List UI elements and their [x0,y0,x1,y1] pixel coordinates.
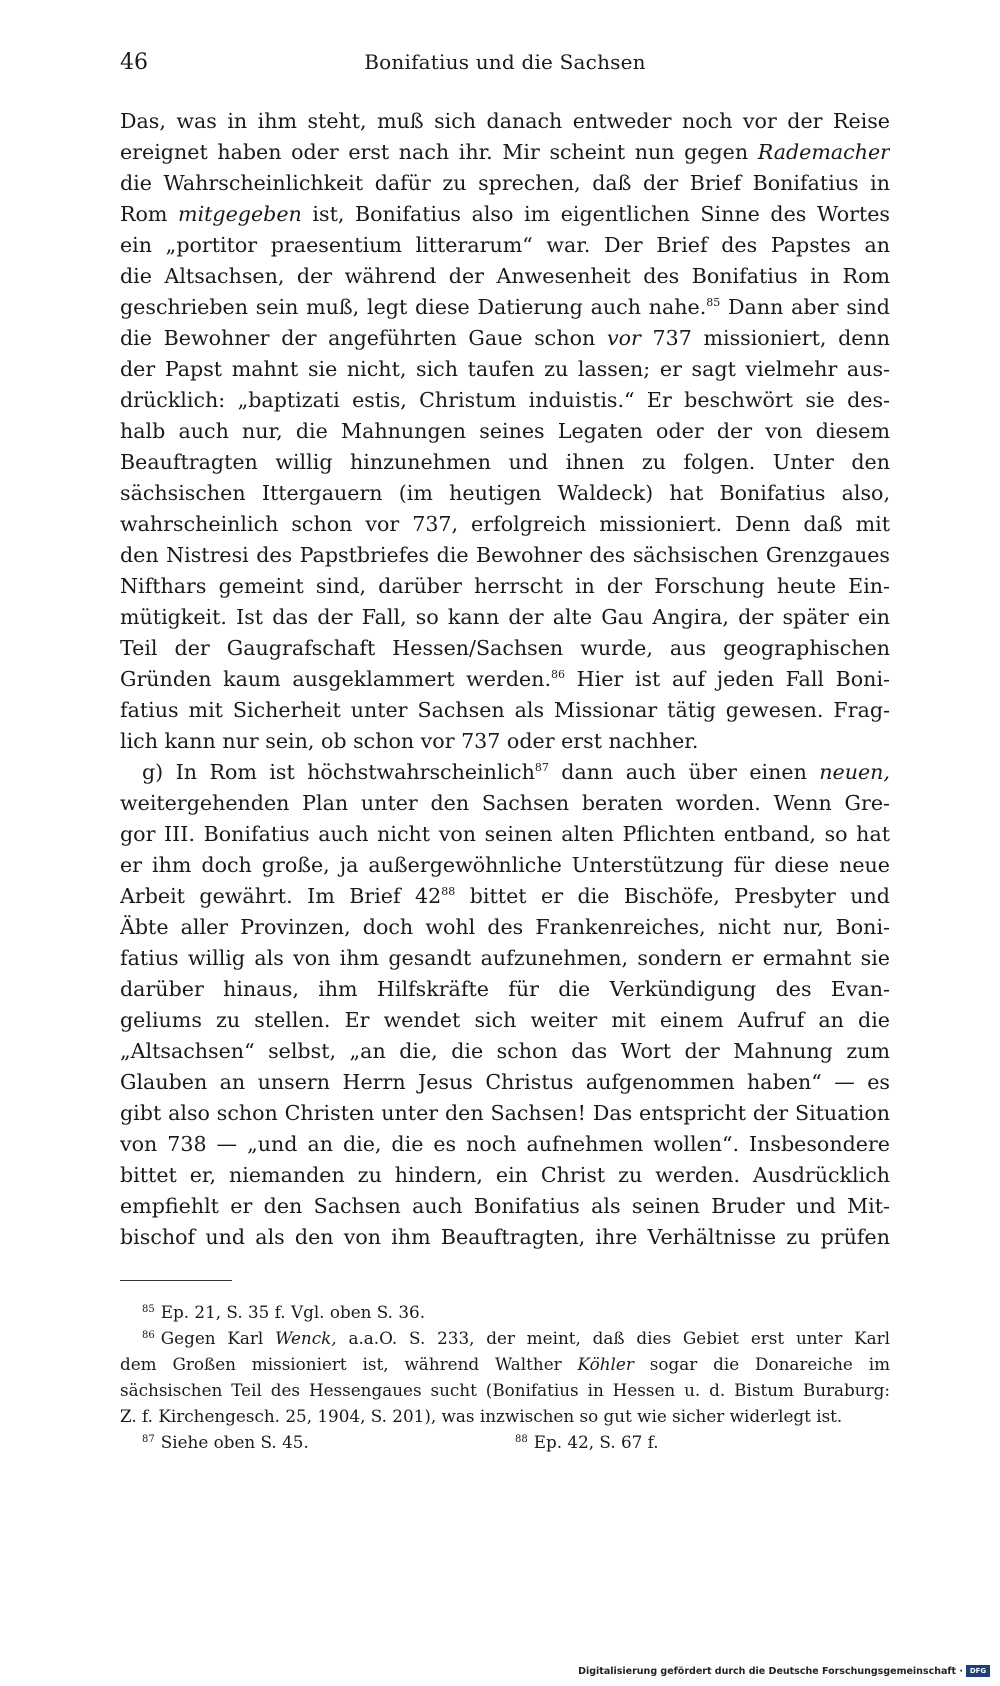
running-title: Bonifatius und die Sachsen [364,50,646,74]
text-line [120,323,890,354]
text-run: weitergehenden Plan unter den Sachsen beraten worden. Wenn Gre- [120,791,890,815]
text-run: sogar die Donareiche im [633,1354,890,1374]
footnote-85 [120,1299,890,1325]
text-line [120,354,890,385]
text-run: die Wahrscheinlichkeit dafür zu sprechen, daß der Brief Bonifatius in [120,171,890,195]
page-number: 46 [120,50,148,75]
footnote-86 [120,1325,890,1429]
footnote-mark: 88 [515,1434,528,1445]
footer-text: Digitalisierung gefördert durch die Deutsche Forschungsgemeinschaft · [578,1665,963,1677]
text-line [120,1191,890,1222]
text-run: bittet er, niemanden zu hindern, ein Christ zu werden. Ausdrücklich [120,1163,890,1187]
footnote-line [120,1325,890,1351]
emphasized-text: mitgegeben [178,202,302,226]
text-run: ist, Bonifatius also im eigentlichen Sinne des Wortes [301,202,890,226]
text-run: sächsischen Teil des Hessengaues sucht (Bonifatius in Hessen u. d. Bistum Buraburg: [120,1380,890,1400]
footnote-mark: 87 [142,1434,155,1445]
text-run: Gegen Karl [160,1328,276,1348]
footnote-separator [120,1280,232,1281]
footnotes [120,1299,890,1455]
emphasized-text: Wenck, [275,1328,337,1348]
text-line [120,447,890,478]
text-line [120,1160,890,1191]
text-line [120,1129,890,1160]
text-line [120,726,890,757]
text-line [120,788,890,819]
text-line [120,261,890,292]
text-line [120,199,890,230]
text-run: wahrscheinlich schon vor 737, erfolgreich missioniert. Denn daß mit [120,512,890,536]
page-header [120,50,890,84]
text-line [120,943,890,974]
text-line [120,292,890,323]
text-run: Nifthars gemeint sind, darüber herrscht in der Forschung heute Ein- [120,574,890,598]
text-line [120,850,890,881]
text-run: ereignet haben oder erst nach ihr. Mir scheint nun gegen [120,140,758,164]
text-run: die Bewohner der angeführten Gaue schon [120,326,607,350]
text-run: bittet er die Bischöfe, Presbyter und [455,884,890,908]
text-run: Teil der Gaugrafschaft Hessen/Sachsen wurde, aus geographischen [120,636,890,660]
text-run: empfiehlt er den Sachsen auch Bonifatius als seinen Bruder und Mit- [120,1194,890,1218]
footnote-88 [505,1429,890,1455]
text-line [120,230,890,261]
emphasized-text: vor [606,326,641,350]
footnote-line [120,1351,890,1377]
footnote-reference: 87 [534,761,549,774]
text-run: dem Großen missioniert ist, während Walther [120,1354,578,1374]
text-run: fatius mit Sicherheit unter Sachsen als Missionar tätig gewesen. Frag- [120,698,890,722]
footnote-line [120,1403,890,1429]
text-run: Z. f. Kirchengesch. 25, 1904, S. 201), was inzwischen so gut wie sicher widerlegt ist. [120,1406,843,1426]
footnote-mark: 86 [142,1330,155,1341]
dfg-logo: DFG [966,1665,990,1677]
footnote-reference: 85 [706,296,721,309]
text-run: Glauben an unsern Herrn Jesus Christus aufgenommen haben“ — es [120,1070,890,1094]
text-run: a.a.O. S. 233, der meint, daß dies Gebiet erst unter Karl [336,1328,890,1348]
text-line [120,1222,890,1253]
footnote-text: Siehe oben S. 45. [160,1432,309,1452]
text-run: geliums zu stellen. Er wendet sich weiter mit einem Aufruf an die [120,1008,890,1032]
text-line [120,571,890,602]
text-line [120,385,890,416]
text-line [120,881,890,912]
emphasized-text: Köhler [577,1354,634,1374]
text-line [120,633,890,664]
text-run: gibt also schon Christen unter den Sachsen! Das entspricht der Situation [120,1101,890,1125]
text-run: g) In Rom ist höchstwahrscheinlich [142,760,535,784]
text-run: ein „portitor praesentium litterarum“ war. Der Brief des Papstes an [120,233,890,257]
text-line [120,695,890,726]
text-run: „Altsachsen“ selbst, „an die, die schon das Wort der Mahnung zum [120,1039,890,1063]
text-run: der Papst mahnt sie nicht, sich taufen zu lassen; er sagt vielmehr aus- [120,357,890,381]
text-run: halb auch nur, die Mahnungen seines Legaten oder der von diesem [120,419,890,443]
text-run: mütigkeit. Ist das der Fall, so kann der alte Gau Angira, der später ein [120,605,890,629]
text-line [120,602,890,633]
text-run: drücklich: „baptizati estis, Christum induistis.“ Er beschwört sie des- [120,388,890,412]
footnote-mark: 85 [142,1304,155,1315]
footnote-reference: 86 [551,668,565,681]
text-run: geschrieben sein muß, legt diese Datierung auch nahe. [120,295,707,319]
text-line [120,137,890,168]
text-line [120,1067,890,1098]
text-line [120,509,890,540]
text-line [120,974,890,1005]
text-run: Rom [120,202,179,226]
emphasized-text: neuen, [819,760,890,784]
text-run: Beauftragten willig hinzunehmen und ihnen zu folgen. Unter den [120,450,890,474]
text-line [120,1036,890,1067]
text-run: fatius willig als von ihm gesandt aufzunehmen, sondern er ermahnt sie [120,946,890,970]
text-run: darüber hinaus, ihm Hilfskräfte für die Verkündigung des Evan- [120,977,890,1001]
body-text [120,106,890,1253]
text-line [120,106,890,137]
text-line [120,1005,890,1036]
text-line [120,540,890,571]
footnote-line [120,1377,890,1403]
footnote-reference: 88 [441,885,456,898]
text-run: Dann aber sind [720,295,890,319]
footnote-87 [120,1429,505,1455]
text-run: von 738 — „und an die, die es noch aufnehmen wollen“. Insbesondere [120,1132,890,1156]
text-run: Das, was in ihm steht, muß sich danach entweder noch vor der Reise [120,109,890,133]
text-run: Arbeit gewährt. Im Brief 42 [120,884,442,908]
text-run: er ihm doch große, ja außergewöhnliche Unterstützung für diese neue [120,853,890,877]
text-run: Äbte aller Provinzen, doch wohl des Frankenreiches, nicht nur, Boni- [120,915,890,939]
text-line [120,819,890,850]
text-run: lich kann nur sein, ob schon vor 737 oder erst nachher. [120,729,699,753]
emphasized-text: Rademacher [757,140,890,164]
text-run: 737 missioniert, denn [640,326,890,350]
text-run: dann auch über einen [548,760,820,784]
text-line [120,912,890,943]
text-run: sächsischen Ittergauern (im heutigen Waldeck) hat Bonifatius also, [120,481,890,505]
footnote-text: Ep. 42, S. 67 f. [533,1432,659,1452]
text-line [120,664,890,695]
text-line [120,478,890,509]
text-run: den Nistresi des Papstbriefes die Bewohner des sächsischen Grenzgaues [120,543,890,567]
text-run: Hier ist auf jeden Fall Boni- [565,667,890,691]
text-line [120,168,890,199]
text-line [120,757,890,788]
text-run: die Altsachsen, der während der Anwesenheit des Bonifatius in Rom [120,264,890,288]
text-line [120,1098,890,1129]
footnote-row [120,1429,890,1455]
text-run: Gründen kaum ausgeklammert werden. [120,667,551,691]
footnote-text: Ep. 21, S. 35 f. Vgl. oben S. 36. [160,1302,426,1322]
digitization-footer [578,1665,990,1677]
text-run: bischof und als den von ihm Beauftragten, ihre Verhältnisse zu prüfen [120,1225,890,1249]
text-run: gor III. Bonifatius auch nicht von seinen alten Pflichten entband, so hat [120,822,890,846]
text-line [120,416,890,447]
